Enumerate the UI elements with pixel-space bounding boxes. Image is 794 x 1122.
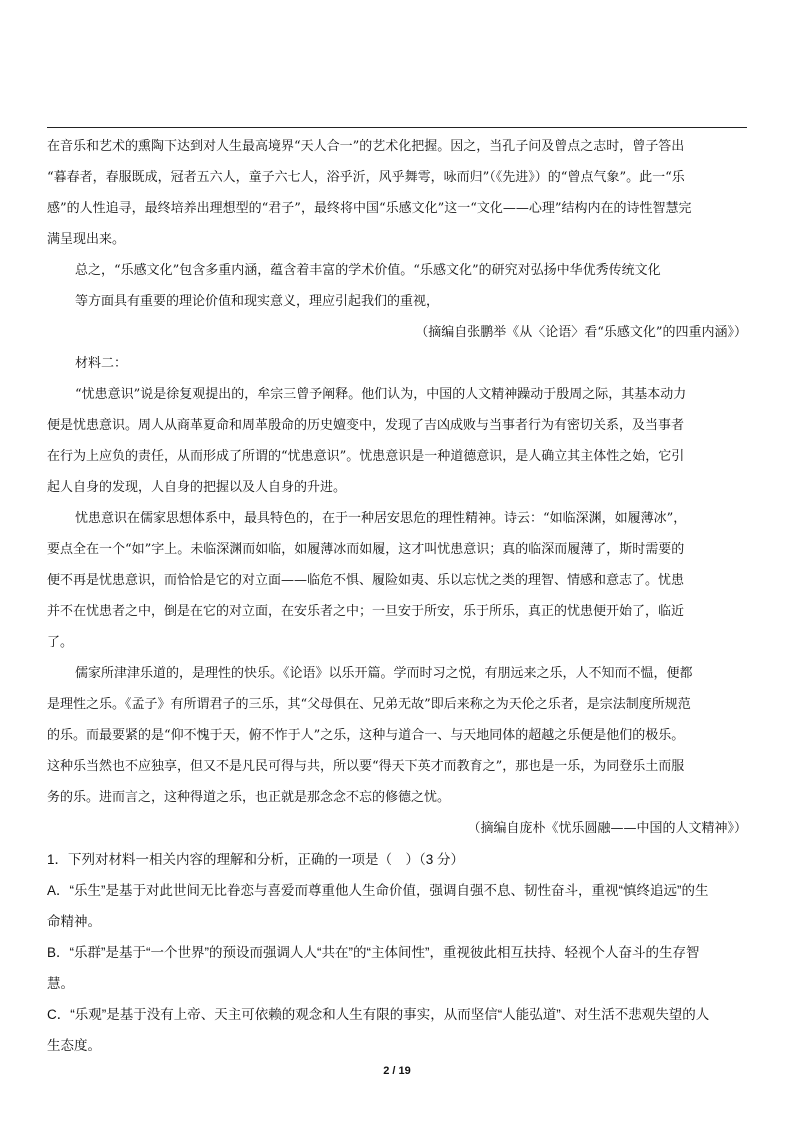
text-line: 便不再是忧患意识，而恰恰是它的对立面——临危不惧、履险如夷、乐以忘忧之类的理智、情感和意志了。忧患 [47,573,685,588]
source-citation-2: （摘编自庞朴《忧乐圆融——中国的人文精神》） [467,821,747,836]
question-stem: 1．下列对材料一相关内容的理解和分析，正确的一项是（ ）（3 分） [47,852,465,867]
text-line: 要点全在一个“如”字上。未临深渊而如临，如履薄冰而如履，这才叫忧患意识；真的临深而履薄了，斯时需要的 [47,542,685,557]
text-line: 是理性之乐。《孟子》有所谓君子的三乐，其“父母俱在、兄弟无故”即后来称之为天伦之乐者，是宗法制度所规范 [47,697,691,712]
page-content [47,131,747,1061]
paragraph-2 [47,255,747,317]
text-line: 务的乐。进而言之，这种得道之乐，也正就是那念念不忘的修德之忧。 [47,790,451,805]
text-line: 儒家所津津乐道的，是理性的快乐。《论语》以乐开篇。学而时习之悦，有朋远来之乐，人不知而不愠，便都 [75,666,693,681]
option-line: C．“乐观”是基于没有上帝、天主可依赖的观念和人生有限的事实，从而坚信“人能弘道”、对生活不悲观失望的人 [47,1007,710,1022]
text-line: 满呈现出来。 [47,232,126,247]
paragraph-1 [47,131,747,255]
paragraph-4 [47,503,747,658]
text-line: 在音乐和艺术的熏陶下达到对人生最高境界“天人合一”的艺术化把握。因之，当孔子问及曾点之志时，曾子答出 [47,139,685,154]
text-line: 总之，“乐感文化”包含多重内涵，蕴含着丰富的学术价值。“乐感文化”的研究对弘扬中华优秀传统文化 [75,263,661,278]
option-line: A．“乐生”是基于对此世间无比眷恋与喜爱而尊重他人生命价值，强调自强不息、韧性奋斗，重视“慎终追远”的生 [47,883,709,898]
text-line: 了。 [47,635,74,650]
text-line: “忧患意识”说是徐复观提出的，牟宗三曾予阐释。他们认为，中国的人文精神躁动于殷周之际，其基本动力 [75,387,687,402]
text-line: 便是忧患意识。周人从商革夏命和周革殷命的历史嬗变中，发现了吉凶成败与当事者行为有密切关系，及当事者 [47,418,685,433]
text-line: 并不在忧患者之中，倒是在它的对立面，在安乐者之中；一旦安于所安，乐于所乐，真正的忧患便开始了，临近 [47,604,685,619]
option-line: 命精神。 [47,914,101,929]
page-number: 2 / 19 [383,1065,411,1077]
text-line: 感”的人性追寻，最终培养出理想型的“君子”，最终将中国“乐感文化”这一“文化——心理”结构内在的诗性智慧完 [47,201,692,216]
option-line: 生态度。 [47,1038,101,1053]
text-line: 忧患意识在儒家思想体系中，最具特色的，在于一种居安思危的理性精神。诗云：“如临深渊，如履薄冰”， [75,511,687,526]
option-line: B．“乐群”是基于“一个世界”的预设而强调人人“共在”的“主体间性”，重视彼此相互扶持、轻视个人奋斗的生存智 [47,945,700,960]
paragraph-3 [47,379,747,503]
option-line: 慧。 [47,976,74,991]
text-line: 这种乐当然也不应独享，但又不是凡民可得与共，所以要“得天下英才而教育之”，那也是一乐，为同登乐土而服 [47,759,685,774]
option-a [47,875,747,937]
text-line: 在行为上应负的责任，从而形成了所谓的“忧患意识”。忧患意识是一种道德意识，是人确立其主体性之始，它引 [47,449,685,464]
source-citation-1: （摘编自张鹏举《从〈论语〉看“乐感文化”的四重内涵》） [415,325,747,340]
material-2-label: 材料二： [75,356,128,371]
paragraph-5 [47,658,747,813]
text-line: 的乐。而最要紧的是“仰不愧于天，俯不怍于人”之乐，这种与道合一、与天地同体的超越之乐便是他们的极乐。 [47,728,685,743]
option-b [47,937,747,999]
header-rule [47,127,747,128]
option-c [47,999,747,1061]
text-line: 等方面具有重要的理论价值和现实意义，理应引起我们的重视， [75,294,440,309]
text-line: “暮春者，春服既成，冠者五六人，童子六七人，浴乎沂，风乎舞雩，咏而归”（《先进》）的“曾点气象”。此一“乐 [47,170,685,185]
text-line: 起人自身的发现，人自身的把握以及人自身的升进。 [47,480,347,495]
